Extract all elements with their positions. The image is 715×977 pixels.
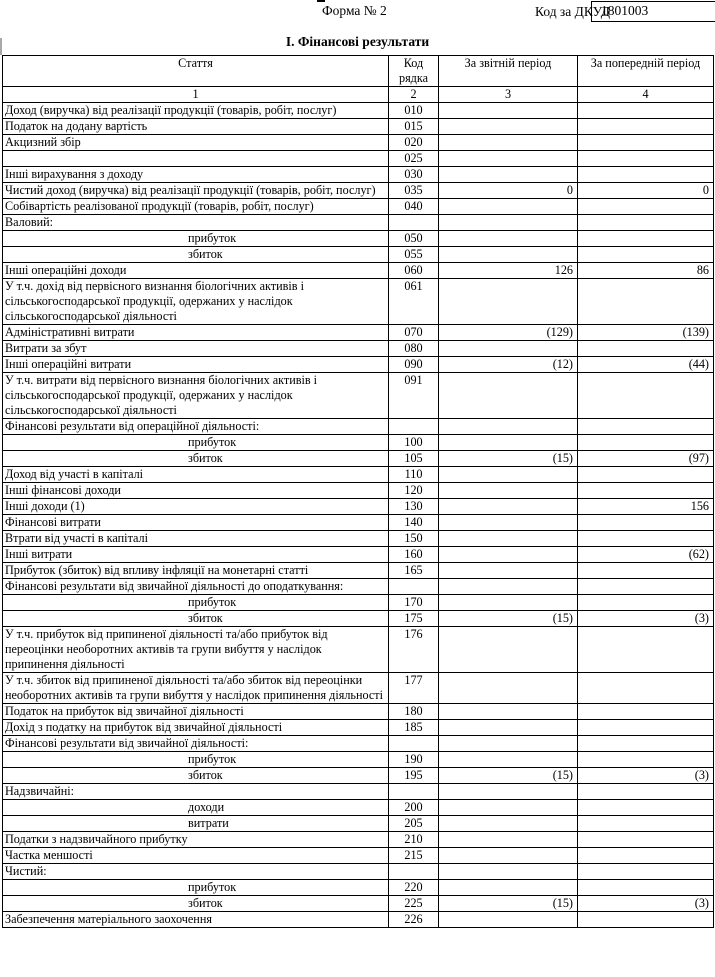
table-row	[3, 151, 714, 167]
row-reporting-value	[439, 373, 578, 419]
row-code: 226	[389, 912, 439, 928]
row-reporting-value	[439, 912, 578, 928]
row-previous-value	[578, 167, 714, 183]
table-row	[3, 419, 714, 435]
row-label: Інші фінансові доходи	[3, 483, 389, 499]
table-row	[3, 451, 714, 467]
row-previous-value: 156	[578, 499, 714, 515]
row-reporting-value	[439, 419, 578, 435]
row-label: У т.ч. дохід від первісного визнання біологічних активів і сільськогосподарської продукції, одержаних у наслідок сільськогосподарської діяльності	[3, 279, 389, 325]
row-label: Інші витрати	[3, 547, 389, 563]
row-label: Фінансові витрати	[3, 515, 389, 531]
column-number-1: 1	[3, 87, 389, 103]
row-code	[389, 419, 439, 435]
table-row	[3, 135, 714, 151]
table-row	[3, 816, 714, 832]
column-header-reporting-period: За звітній період	[439, 56, 578, 87]
table-row	[3, 499, 714, 515]
table-row	[3, 563, 714, 579]
row-code: 180	[389, 704, 439, 720]
section-title: І. Фінансові результати	[285, 34, 430, 49]
row-reporting-value	[439, 215, 578, 231]
row-previous-value	[578, 483, 714, 499]
row-label: Чистий доход (виручка) від реалізації продукції (товарів, робіт, послуг)	[3, 183, 389, 199]
row-code: 030	[389, 167, 439, 183]
table-row	[3, 531, 714, 547]
row-code: 200	[389, 800, 439, 816]
table-row	[3, 325, 714, 341]
row-label: Дохід з податку на прибуток від звичайної діяльності	[3, 720, 389, 736]
row-previous-value: (3)	[578, 611, 714, 627]
row-reporting-value	[439, 547, 578, 563]
row-previous-value	[578, 784, 714, 800]
clipped-text-artifact	[317, 0, 325, 2]
table-row	[3, 880, 714, 896]
financial-results-table	[2, 55, 714, 928]
row-label: Податок на прибуток від звичайної діяльності	[3, 704, 389, 720]
row-reporting-value: (15)	[439, 451, 578, 467]
table-row	[3, 373, 714, 419]
row-reporting-value	[439, 720, 578, 736]
row-code: 040	[389, 199, 439, 215]
row-code: 105	[389, 451, 439, 467]
table-row	[3, 800, 714, 816]
table-row	[3, 736, 714, 752]
table-row	[3, 832, 714, 848]
row-label: У т.ч. витрати від первісного визнання біологічних активів і сільськогосподарської продукції, одержаних у наслідок сільськогосподарської діяльності	[3, 373, 389, 419]
row-reporting-value: (12)	[439, 357, 578, 373]
row-reporting-value: (15)	[439, 768, 578, 784]
column-header-row-code: Код рядка	[389, 56, 439, 87]
column-number-3: 3	[439, 87, 578, 103]
row-code	[389, 864, 439, 880]
row-code	[389, 215, 439, 231]
row-previous-value: 0	[578, 183, 714, 199]
row-code: 055	[389, 247, 439, 263]
row-label: Доход (виручка) від реалізації продукції (товарів, робіт, послуг)	[3, 103, 389, 119]
row-label: Валовий:	[3, 215, 389, 231]
table-row	[3, 247, 714, 263]
row-previous-value	[578, 199, 714, 215]
row-previous-value	[578, 704, 714, 720]
row-code: 061	[389, 279, 439, 325]
table-row	[3, 611, 714, 627]
table-row	[3, 467, 714, 483]
row-label: Фінансові результати від звичайної діяльності:	[3, 736, 389, 752]
row-previous-value	[578, 215, 714, 231]
row-label: Фінансові результати від звичайної діяльності до оподаткування:	[3, 579, 389, 595]
row-previous-value: (139)	[578, 325, 714, 341]
row-previous-value	[578, 579, 714, 595]
row-reporting-value	[439, 752, 578, 768]
row-reporting-value	[439, 467, 578, 483]
row-previous-value	[578, 800, 714, 816]
table-row	[3, 579, 714, 595]
row-reporting-value	[439, 627, 578, 673]
row-previous-value	[578, 864, 714, 880]
table-row	[3, 279, 714, 325]
row-code: 165	[389, 563, 439, 579]
row-label: прибуток	[3, 880, 389, 896]
row-label: збиток	[3, 611, 389, 627]
row-code: 205	[389, 816, 439, 832]
row-reporting-value	[439, 499, 578, 515]
row-code: 060	[389, 263, 439, 279]
row-previous-value	[578, 515, 714, 531]
row-previous-value	[578, 531, 714, 547]
row-previous-value	[578, 912, 714, 928]
table-row	[3, 720, 714, 736]
row-label: Втрати від участі в капіталі	[3, 531, 389, 547]
row-reporting-value	[439, 119, 578, 135]
row-reporting-value	[439, 800, 578, 816]
row-label: Частка меншості	[3, 848, 389, 864]
column-number-row	[3, 87, 714, 103]
table-row	[3, 119, 714, 135]
column-header-article: Стаття	[3, 56, 389, 87]
row-label: Фінансові результати від операційної діяльності:	[3, 419, 389, 435]
row-previous-value	[578, 595, 714, 611]
row-code: 210	[389, 832, 439, 848]
row-label: Інші операційні доходи	[3, 263, 389, 279]
row-code: 185	[389, 720, 439, 736]
row-previous-value	[578, 435, 714, 451]
table-row	[3, 357, 714, 373]
row-code: 175	[389, 611, 439, 627]
row-code: 120	[389, 483, 439, 499]
row-previous-value	[578, 752, 714, 768]
row-previous-value	[578, 231, 714, 247]
table-header-row	[3, 56, 714, 87]
row-reporting-value: 126	[439, 263, 578, 279]
row-previous-value	[578, 135, 714, 151]
row-reporting-value: (15)	[439, 896, 578, 912]
row-label: прибуток	[3, 752, 389, 768]
table-row	[3, 483, 714, 499]
row-code: 160	[389, 547, 439, 563]
row-reporting-value	[439, 704, 578, 720]
table-row	[3, 896, 714, 912]
row-label: Надзвичайні:	[3, 784, 389, 800]
row-label: Інші вирахування з доходу	[3, 167, 389, 183]
row-reporting-value: (15)	[439, 611, 578, 627]
row-previous-value	[578, 848, 714, 864]
row-reporting-value	[439, 435, 578, 451]
table-row	[3, 199, 714, 215]
row-label: прибуток	[3, 231, 389, 247]
column-number-4: 4	[578, 87, 714, 103]
column-number-2: 2	[389, 87, 439, 103]
row-code: 100	[389, 435, 439, 451]
row-label: збиток	[3, 247, 389, 263]
row-label: У т.ч. прибуток від припиненої діяльності та/або прибуток від переоцінки необоротних активів та групи вибуття у наслідок припинення діяльності	[3, 627, 389, 673]
row-reporting-value	[439, 247, 578, 263]
table-row	[3, 752, 714, 768]
row-previous-value	[578, 419, 714, 435]
row-code: 025	[389, 151, 439, 167]
row-label: Забезпечення матеріального заохочення	[3, 912, 389, 928]
row-reporting-value	[439, 231, 578, 247]
table-row	[3, 673, 714, 704]
row-label: Інші доходи (1)	[3, 499, 389, 515]
row-previous-value	[578, 720, 714, 736]
row-label: прибуток	[3, 595, 389, 611]
row-previous-value: (3)	[578, 896, 714, 912]
row-previous-value: (44)	[578, 357, 714, 373]
row-label: доходи	[3, 800, 389, 816]
row-code: 225	[389, 896, 439, 912]
row-label: Інші операційні витрати	[3, 357, 389, 373]
row-reporting-value	[439, 848, 578, 864]
row-reporting-value	[439, 563, 578, 579]
row-label: Прибуток (збиток) від впливу інфляції на монетарні статті	[3, 563, 389, 579]
row-code: 020	[389, 135, 439, 151]
row-code: 220	[389, 880, 439, 896]
row-code: 080	[389, 341, 439, 357]
row-previous-value	[578, 467, 714, 483]
row-reporting-value	[439, 736, 578, 752]
row-code: 015	[389, 119, 439, 135]
row-label: Податок на додану вартість	[3, 119, 389, 135]
row-previous-value: (62)	[578, 547, 714, 563]
row-code: 010	[389, 103, 439, 119]
row-reporting-value	[439, 832, 578, 848]
row-previous-value: 86	[578, 263, 714, 279]
row-label: Акцизний збір	[3, 135, 389, 151]
row-reporting-value	[439, 103, 578, 119]
results-table-body	[3, 103, 714, 928]
row-reporting-value	[439, 279, 578, 325]
row-label: У т.ч. збиток від припиненої діяльності та/або збиток від переоцінки необоротних активів та групи вибуття у наслідок припинення діяльності	[3, 673, 389, 704]
row-label: прибуток	[3, 435, 389, 451]
row-code: 035	[389, 183, 439, 199]
row-code: 070	[389, 325, 439, 341]
table-row	[3, 435, 714, 451]
row-previous-value	[578, 279, 714, 325]
row-reporting-value	[439, 341, 578, 357]
form-number-label: Форма № 2	[322, 3, 387, 18]
table-row	[3, 183, 714, 199]
row-reporting-value: 0	[439, 183, 578, 199]
row-reporting-value	[439, 151, 578, 167]
row-label: збиток	[3, 451, 389, 467]
table-row	[3, 704, 714, 720]
row-label	[3, 151, 389, 167]
row-reporting-value	[439, 595, 578, 611]
table-row	[3, 768, 714, 784]
row-reporting-value	[439, 816, 578, 832]
row-code: 150	[389, 531, 439, 547]
row-reporting-value	[439, 880, 578, 896]
row-previous-value: (3)	[578, 768, 714, 784]
row-reporting-value	[439, 784, 578, 800]
row-label: Адміністративні витрати	[3, 325, 389, 341]
table-row	[3, 341, 714, 357]
row-reporting-value	[439, 515, 578, 531]
row-previous-value	[578, 832, 714, 848]
table-row	[3, 784, 714, 800]
row-code: 170	[389, 595, 439, 611]
dkud-code-label: Код за ДКУД	[535, 4, 610, 19]
table-row	[3, 263, 714, 279]
row-previous-value	[578, 880, 714, 896]
row-reporting-value	[439, 673, 578, 704]
row-label: Собівартість реалізованої продукції (товарів, робіт, послуг)	[3, 199, 389, 215]
table-row	[3, 231, 714, 247]
row-reporting-value	[439, 167, 578, 183]
row-previous-value: (97)	[578, 451, 714, 467]
row-previous-value	[578, 816, 714, 832]
row-label: Витрати за збут	[3, 341, 389, 357]
column-header-previous-period: За попередній період	[578, 56, 714, 87]
row-label: Чистий:	[3, 864, 389, 880]
row-label: Податки з надзвичайного прибутку	[3, 832, 389, 848]
table-row	[3, 547, 714, 563]
row-code	[389, 579, 439, 595]
row-reporting-value	[439, 135, 578, 151]
table-row	[3, 848, 714, 864]
row-label: Доход від участі в капіталі	[3, 467, 389, 483]
row-previous-value	[578, 247, 714, 263]
row-code: 050	[389, 231, 439, 247]
table-row	[3, 215, 714, 231]
table-row	[3, 167, 714, 183]
row-previous-value	[578, 341, 714, 357]
row-code: 110	[389, 467, 439, 483]
row-label: витрати	[3, 816, 389, 832]
table-row	[3, 515, 714, 531]
row-code	[389, 736, 439, 752]
row-reporting-value	[439, 531, 578, 547]
row-code: 091	[389, 373, 439, 419]
table-row	[3, 103, 714, 119]
row-previous-value	[578, 736, 714, 752]
row-code: 090	[389, 357, 439, 373]
row-code: 130	[389, 499, 439, 515]
table-row	[3, 595, 714, 611]
dkud-code-value-box: 1801003	[591, 1, 715, 22]
row-previous-value	[578, 119, 714, 135]
row-previous-value	[578, 673, 714, 704]
row-code: 215	[389, 848, 439, 864]
row-code: 195	[389, 768, 439, 784]
row-label: збиток	[3, 896, 389, 912]
row-previous-value	[578, 627, 714, 673]
row-code: 190	[389, 752, 439, 768]
row-reporting-value	[439, 864, 578, 880]
row-reporting-value	[439, 483, 578, 499]
row-reporting-value	[439, 579, 578, 595]
row-reporting-value	[439, 199, 578, 215]
row-previous-value	[578, 151, 714, 167]
row-code: 177	[389, 673, 439, 704]
row-code: 140	[389, 515, 439, 531]
row-code: 176	[389, 627, 439, 673]
row-previous-value	[578, 563, 714, 579]
row-code	[389, 784, 439, 800]
table-row	[3, 864, 714, 880]
table-row	[3, 912, 714, 928]
row-previous-value	[578, 103, 714, 119]
row-reporting-value: (129)	[439, 325, 578, 341]
table-row	[3, 627, 714, 673]
row-label: збиток	[3, 768, 389, 784]
row-previous-value	[578, 373, 714, 419]
